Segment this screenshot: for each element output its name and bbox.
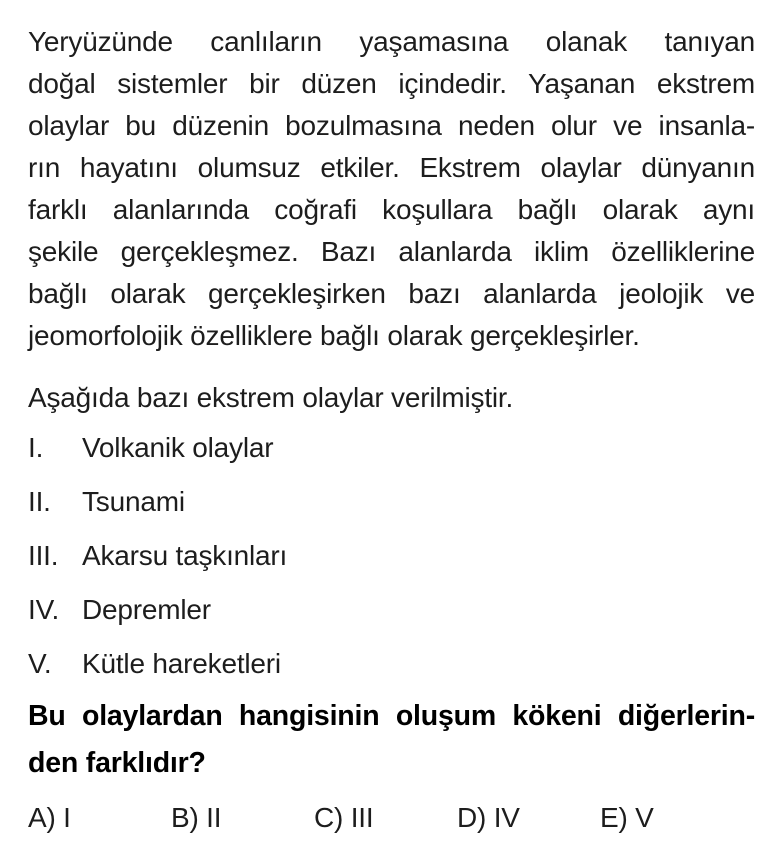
list-item-numeral: I.: [28, 432, 44, 463]
answer-option-e: E) V: [600, 802, 654, 833]
list-item-numeral: IV.: [28, 594, 60, 625]
list-item: [28, 643, 755, 685]
answer-options: [28, 797, 755, 839]
question-paragraph: [28, 21, 755, 357]
answer-option-c: C) III: [314, 802, 374, 833]
list-item-text: Akarsu taşkınları: [82, 540, 288, 571]
answer-option-b: B) II: [171, 802, 222, 833]
list-item-numeral: II.: [28, 486, 51, 517]
stem-line: den farklıdır?: [28, 747, 206, 779]
list-item-text: Tsunami: [82, 486, 185, 517]
list-item: [28, 589, 755, 631]
question-stem: [28, 693, 755, 787]
list-intro: Aşağıda bazı ekstrem olaylar verilmiştir.: [28, 382, 514, 413]
paragraph-line: doğal sistemler bir düzen içindedir. Yaşanan ekstrem: [28, 68, 755, 99]
paragraph-line: farklı alanlarında coğrafi koşullara bağlı olarak aynı: [28, 194, 755, 225]
list-item-text: Kütle hareketleri: [82, 648, 281, 679]
paragraph-line: şekile gerçekleşmez. Bazı alanlarda iklim özelliklerine: [28, 236, 755, 267]
paragraph-line: olaylar bu düzenin bozulmasına neden olur ve insanla-: [28, 110, 755, 141]
paragraph-line: jeomorfolojik özelliklere bağlı olarak gerçekleşirler.: [28, 320, 640, 351]
answer-option-a: A) I: [28, 802, 71, 833]
paragraph-line: rın hayatını olumsuz etkiler. Ekstrem olaylar dünyanın: [28, 152, 755, 183]
list-item: [28, 535, 755, 577]
list-item: [28, 481, 755, 523]
list-item-text: Volkanik olaylar: [82, 432, 274, 463]
list-item: [28, 427, 755, 469]
list-item-text: Depremler: [82, 594, 211, 625]
list-item-numeral: V.: [28, 648, 52, 679]
paragraph-line: bağlı olarak gerçekleşirken bazı alanlarda jeolojik ve: [28, 278, 755, 309]
answer-option-d: D) IV: [457, 802, 520, 833]
list-item-numeral: III.: [28, 540, 59, 571]
paragraph-line: Yeryüzünde canlıların yaşamasına olanak tanıyan: [28, 26, 755, 57]
extreme-events-list: [28, 427, 755, 685]
stem-line: Bu olaylardan hangisinin oluşum kökeni diğerlerin-: [28, 700, 755, 732]
question-block: [28, 21, 755, 839]
